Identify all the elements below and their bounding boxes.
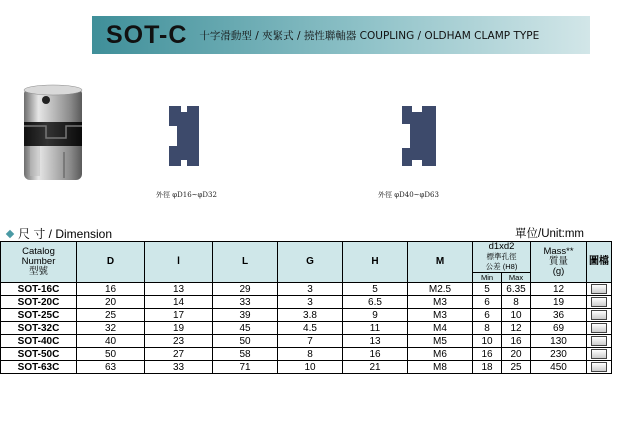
cell-max: 16 — [502, 335, 531, 348]
cell-model: SOT-50C — [1, 348, 77, 361]
table-row — [1, 322, 612, 335]
product-code: SOT-C — [106, 20, 188, 49]
header-bore-line3: 公差 (H8) — [485, 262, 518, 271]
cell-d: 40 — [77, 335, 145, 348]
cell-mass: 19 — [531, 296, 587, 309]
cell-max: 10 — [502, 309, 531, 322]
cell-model: SOT-63C — [1, 361, 77, 374]
title-banner — [92, 16, 590, 54]
cell-g: 10 — [278, 361, 343, 374]
profile-diagram-large — [400, 106, 438, 166]
coupling-photo — [20, 82, 86, 186]
cell-model: SOT-32C — [1, 322, 77, 335]
header-bore-line2: 標準孔徑 — [486, 252, 517, 261]
table-row — [1, 335, 612, 348]
cell-l: 33 — [213, 296, 278, 309]
cell-m: M6 — [408, 348, 473, 361]
cell-cad[interactable] — [587, 322, 612, 335]
cell-g: 8 — [278, 348, 343, 361]
cell-mass: 69 — [531, 322, 587, 335]
cell-l: 71 — [213, 361, 278, 374]
cell-l: 27 — [145, 348, 213, 361]
cell-min: 5 — [473, 283, 502, 296]
header-catalog-line3: 型號 — [28, 266, 48, 277]
cell-h: 5 — [343, 283, 408, 296]
product-description: 十字滑動型 / 夾緊式 / 撓性聯軸器 COUPLING / OLDHAM CLAMP TYPE — [199, 29, 540, 42]
table-row — [1, 361, 612, 374]
cell-m: M4 — [408, 322, 473, 335]
cell-m: M2.5 — [408, 283, 473, 296]
cell-l: 39 — [213, 309, 278, 322]
cell-l: 14 — [145, 296, 213, 309]
header-bore-line1: d1xd2 — [488, 241, 515, 252]
cell-h: 21 — [343, 361, 408, 374]
cell-min: 6 — [473, 309, 502, 322]
header-m: M — [408, 242, 473, 283]
cell-l: 23 — [145, 335, 213, 348]
cell-max: 6.35 — [502, 283, 531, 296]
section-heading — [4, 225, 112, 242]
cell-max: 25 — [502, 361, 531, 374]
cell-l: 45 — [213, 322, 278, 335]
cell-h: 13 — [343, 335, 408, 348]
cell-m: M3 — [408, 296, 473, 309]
cell-d: 32 — [77, 322, 145, 335]
header-cad: 圖檔 — [587, 242, 612, 283]
cell-m: M8 — [408, 361, 473, 374]
cell-min: 6 — [473, 296, 502, 309]
cell-cad[interactable] — [587, 335, 612, 348]
header-catalog — [1, 242, 77, 283]
cell-d: 25 — [77, 309, 145, 322]
cad-file-icon[interactable] — [591, 297, 607, 307]
cell-d: 63 — [77, 361, 145, 374]
cell-l: 33 — [145, 361, 213, 374]
cell-cad[interactable] — [587, 309, 612, 322]
cell-mass: 230 — [531, 348, 587, 361]
header-g: G — [278, 242, 343, 283]
dimension-table — [0, 241, 612, 374]
cell-g: 4.5 — [278, 322, 343, 335]
header-max: Max — [502, 273, 531, 283]
header-mass-line2: 質量 — [549, 256, 569, 267]
cell-d: 50 — [77, 348, 145, 361]
header-l-total: L — [213, 242, 278, 283]
cell-m: M5 — [408, 335, 473, 348]
cell-model: SOT-40C — [1, 335, 77, 348]
table-row — [1, 348, 612, 361]
cell-g: 3 — [278, 296, 343, 309]
cad-file-icon[interactable] — [591, 336, 607, 346]
cell-mass: 36 — [531, 309, 587, 322]
cell-l: 50 — [213, 335, 278, 348]
cell-min: 8 — [473, 322, 502, 335]
cell-h: 6.5 — [343, 296, 408, 309]
cell-min: 16 — [473, 348, 502, 361]
cell-min: 18 — [473, 361, 502, 374]
cell-l: 58 — [213, 348, 278, 361]
cell-cad[interactable] — [587, 283, 612, 296]
header-mass — [531, 242, 587, 283]
header-h: H — [343, 242, 408, 283]
header-min: Min — [473, 273, 502, 283]
cad-file-icon[interactable] — [591, 310, 607, 320]
cell-max: 20 — [502, 348, 531, 361]
cad-file-icon[interactable] — [591, 349, 607, 359]
cell-max: 12 — [502, 322, 531, 335]
cell-cad[interactable] — [587, 361, 612, 374]
profile-diagram-small — [165, 106, 203, 166]
cad-file-icon[interactable] — [591, 323, 607, 333]
cell-model: SOT-16C — [1, 283, 77, 296]
cell-min: 10 — [473, 335, 502, 348]
cell-d: 16 — [77, 283, 145, 296]
header-catalog-line1: Catalog — [22, 246, 55, 257]
cell-mass: 130 — [531, 335, 587, 348]
cell-mass: 450 — [531, 361, 587, 374]
diagram-caption-large: 外徑 φD40~φD63 — [378, 191, 439, 199]
table-row — [1, 283, 612, 296]
cell-model: SOT-25C — [1, 309, 77, 322]
cad-file-icon[interactable] — [591, 362, 607, 372]
header-l-small: l — [145, 242, 213, 283]
cad-file-icon[interactable] — [591, 284, 607, 294]
cell-l: 13 — [145, 283, 213, 296]
section-title: 尺 寸 / Dimension — [18, 227, 113, 241]
header-mass-line1: Mass** — [543, 246, 574, 257]
cell-h: 16 — [343, 348, 408, 361]
header-catalog-line2: Number — [21, 256, 56, 267]
header-bore — [473, 242, 531, 273]
cell-g: 7 — [278, 335, 343, 348]
header-mass-line3: (g) — [552, 266, 565, 277]
cell-l: 29 — [213, 283, 278, 296]
cell-h: 9 — [343, 309, 408, 322]
table-header-row — [1, 242, 612, 273]
cell-d: 20 — [77, 296, 145, 309]
cell-g: 3 — [278, 283, 343, 296]
diamond-bullet-icon — [6, 229, 14, 237]
cell-max: 8 — [502, 296, 531, 309]
cell-mass: 12 — [531, 283, 587, 296]
diagram-caption-small: 外徑 φD16~φD32 — [156, 191, 217, 199]
header-d: D — [77, 242, 145, 283]
cell-l: 17 — [145, 309, 213, 322]
cell-cad[interactable] — [587, 348, 612, 361]
cell-cad[interactable] — [587, 296, 612, 309]
unit-note: 單位/Unit:mm — [515, 228, 584, 240]
cell-h: 11 — [343, 322, 408, 335]
table-body — [1, 283, 612, 374]
title-banner-inner — [98, 22, 590, 48]
cell-m: M3 — [408, 309, 473, 322]
cell-g: 3.8 — [278, 309, 343, 322]
table-row — [1, 309, 612, 322]
cell-l: 19 — [145, 322, 213, 335]
cell-model: SOT-20C — [1, 296, 77, 309]
table-row — [1, 296, 612, 309]
